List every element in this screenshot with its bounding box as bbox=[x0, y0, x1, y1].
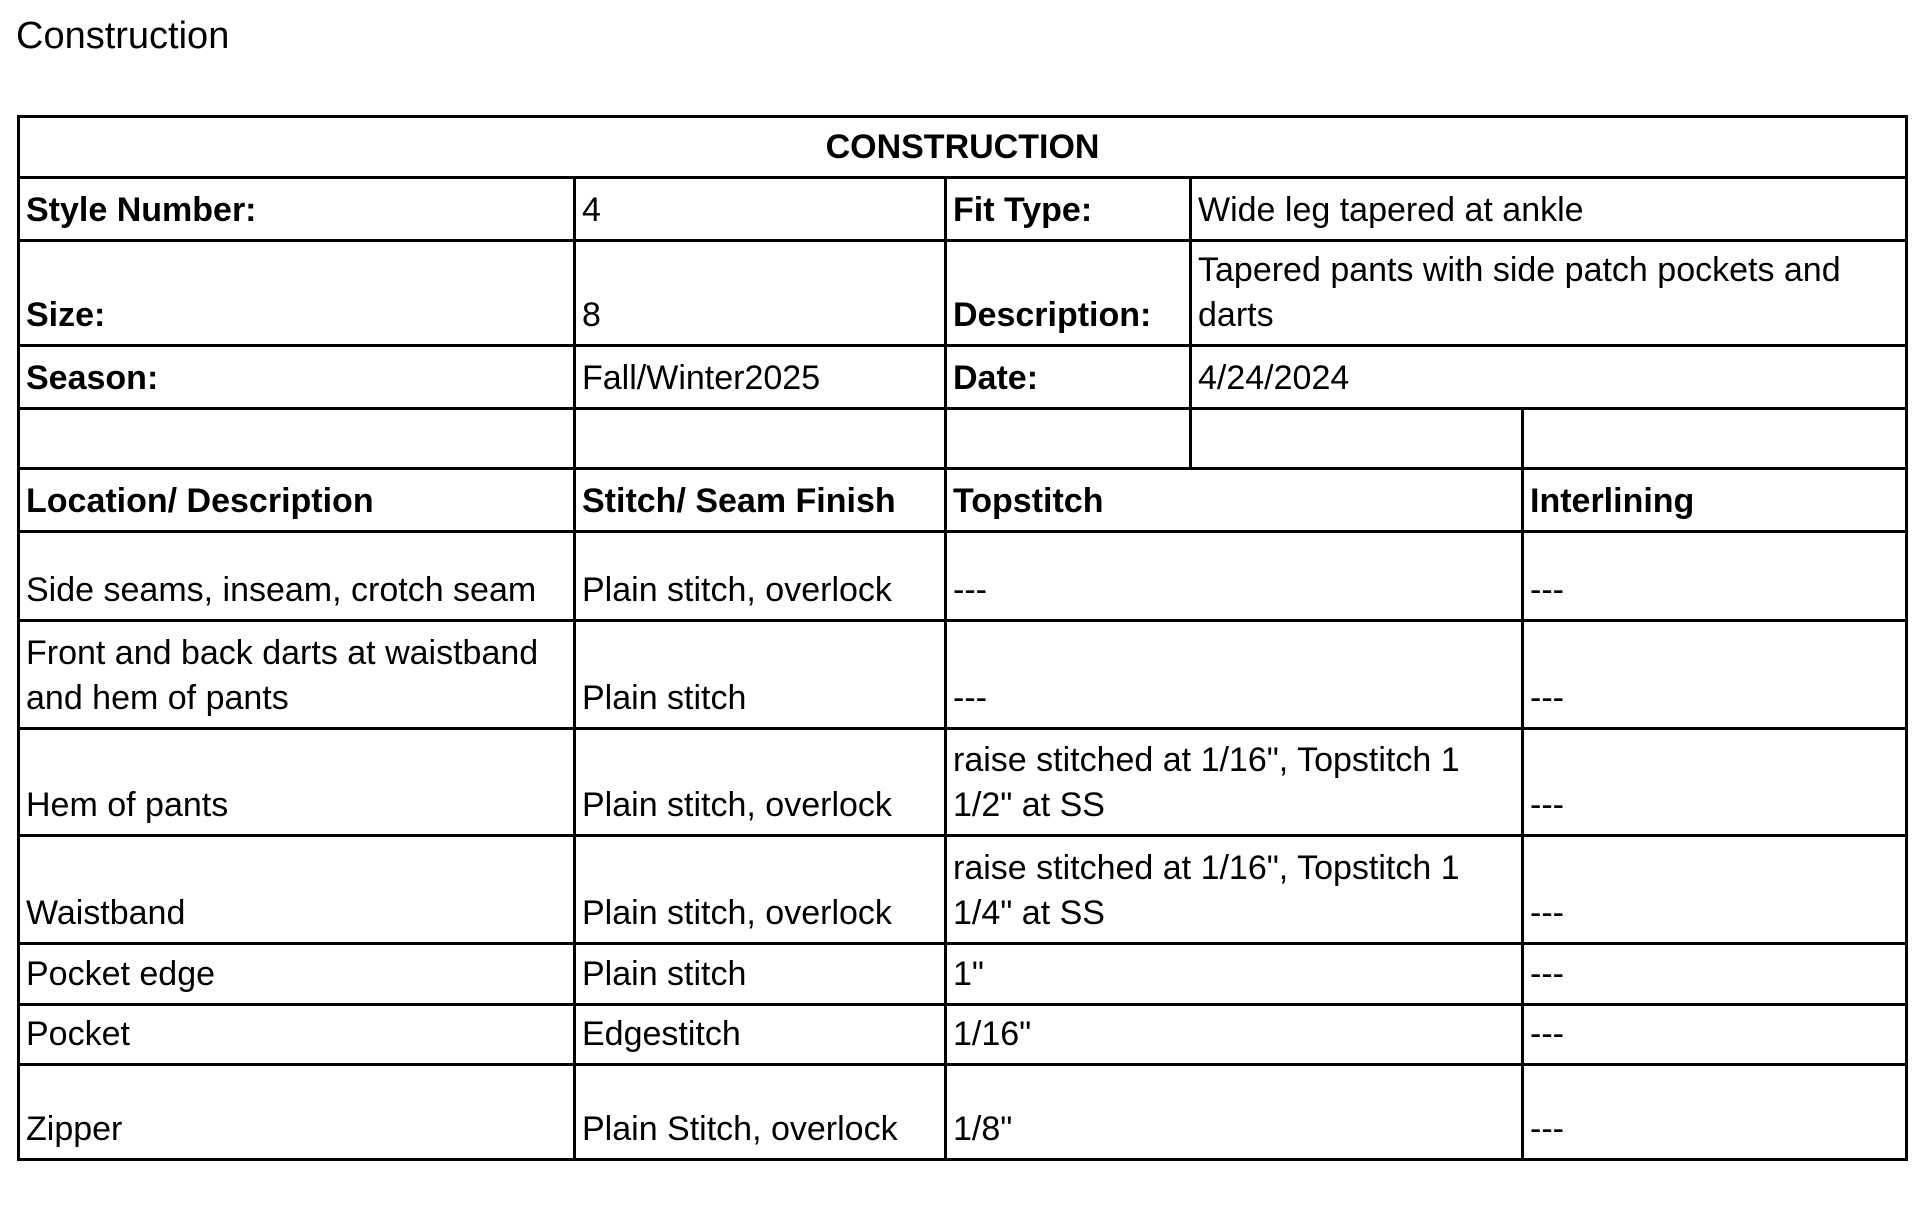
empty-cell bbox=[19, 409, 575, 469]
empty-row bbox=[19, 409, 1907, 469]
table-row bbox=[19, 532, 1907, 621]
topstitch-cell: --- bbox=[946, 532, 1523, 621]
stitch-cell: Plain stitch, overlock bbox=[575, 729, 946, 836]
topstitch-cell: 1" bbox=[946, 944, 1523, 1005]
info-row-season bbox=[19, 346, 1907, 409]
topstitch-cell: 1/8" bbox=[946, 1065, 1523, 1160]
column-header-row bbox=[19, 469, 1907, 532]
topstitch-cell: --- bbox=[946, 621, 1523, 729]
location-cell: Front and back darts at waistband and hem of pants bbox=[19, 621, 575, 729]
topstitch-cell: raise stitched at 1/16", Topstitch 1 1/4" at SS bbox=[946, 836, 1523, 944]
header-interlining: Interlining bbox=[1523, 469, 1907, 532]
location-cell: Side seams, inseam, crotch seam bbox=[19, 532, 575, 621]
style-number-label: Style Number: bbox=[19, 178, 575, 241]
size-value: 8 bbox=[575, 241, 946, 346]
table-row bbox=[19, 1005, 1907, 1065]
interlining-cell: --- bbox=[1523, 532, 1907, 621]
stitch-cell: Plain stitch, overlock bbox=[575, 532, 946, 621]
season-label: Season: bbox=[19, 346, 575, 409]
stitch-cell: Plain stitch, overlock bbox=[575, 836, 946, 944]
table-title: CONSTRUCTION bbox=[19, 117, 1907, 178]
table-row bbox=[19, 1065, 1907, 1160]
info-row-size bbox=[19, 241, 1907, 346]
stitch-cell: Plain stitch bbox=[575, 944, 946, 1005]
stitch-cell: Plain Stitch, overlock bbox=[575, 1065, 946, 1160]
empty-cell bbox=[946, 409, 1191, 469]
info-row-style bbox=[19, 178, 1907, 241]
location-cell: Pocket bbox=[19, 1005, 575, 1065]
topstitch-cell: 1/16" bbox=[946, 1005, 1523, 1065]
table-row bbox=[19, 944, 1907, 1005]
size-label: Size: bbox=[19, 241, 575, 346]
header-topstitch: Topstitch bbox=[946, 469, 1523, 532]
date-value: 4/24/2024 bbox=[1191, 346, 1907, 409]
table-row bbox=[19, 729, 1907, 836]
header-location: Location/ Description bbox=[19, 469, 575, 532]
interlining-cell: --- bbox=[1523, 1005, 1907, 1065]
season-value: Fall/Winter2025 bbox=[575, 346, 946, 409]
description-label: Description: bbox=[946, 241, 1191, 346]
construction-table bbox=[17, 115, 1908, 1161]
location-cell: Hem of pants bbox=[19, 729, 575, 836]
empty-cell bbox=[1191, 409, 1523, 469]
stitch-cell: Plain stitch bbox=[575, 621, 946, 729]
interlining-cell: --- bbox=[1523, 944, 1907, 1005]
description-value: Tapered pants with side patch pockets and darts bbox=[1191, 241, 1907, 346]
interlining-cell: --- bbox=[1523, 729, 1907, 836]
interlining-cell: --- bbox=[1523, 1065, 1907, 1160]
stitch-cell: Edgestitch bbox=[575, 1005, 946, 1065]
location-cell: Zipper bbox=[19, 1065, 575, 1160]
fit-type-label: Fit Type: bbox=[946, 178, 1191, 241]
table-row bbox=[19, 621, 1907, 729]
empty-cell bbox=[1523, 409, 1907, 469]
interlining-cell: --- bbox=[1523, 621, 1907, 729]
empty-cell bbox=[575, 409, 946, 469]
fit-type-value: Wide leg tapered at ankle bbox=[1191, 178, 1907, 241]
interlining-cell: --- bbox=[1523, 836, 1907, 944]
topstitch-cell: raise stitched at 1/16", Topstitch 1 1/2" at SS bbox=[946, 729, 1523, 836]
header-stitch: Stitch/ Seam Finish bbox=[575, 469, 946, 532]
table-title-row bbox=[19, 117, 1907, 178]
style-number-value: 4 bbox=[575, 178, 946, 241]
location-cell: Waistband bbox=[19, 836, 575, 944]
page-title: Construction bbox=[16, 15, 230, 57]
date-label: Date: bbox=[946, 346, 1191, 409]
table-row bbox=[19, 836, 1907, 944]
location-cell: Pocket edge bbox=[19, 944, 575, 1005]
